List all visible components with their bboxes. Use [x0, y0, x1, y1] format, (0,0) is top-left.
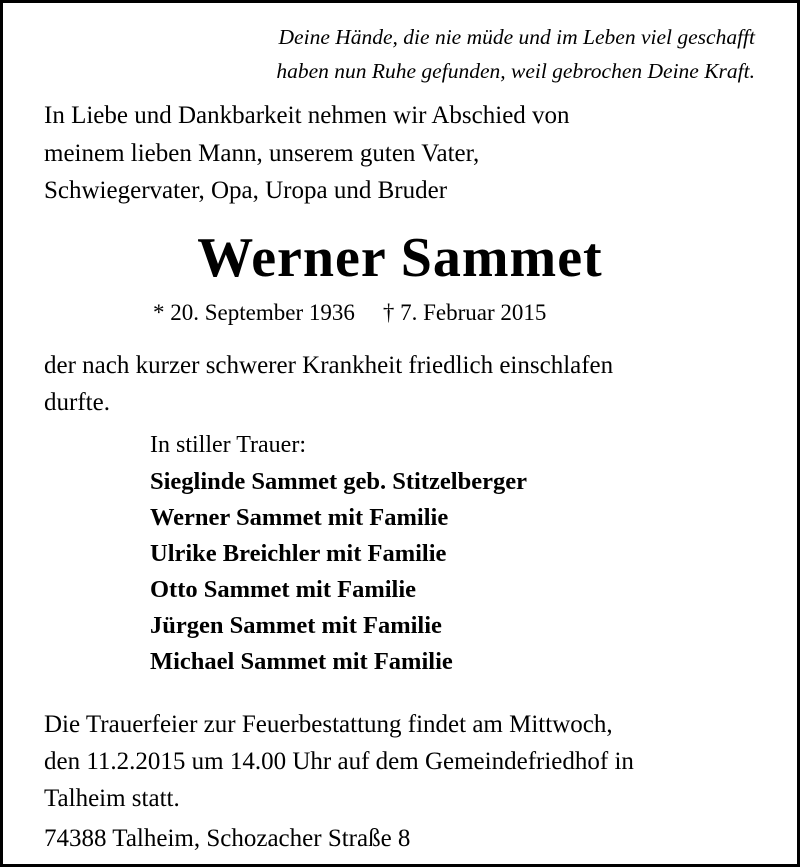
poem-line: haben nun Ruhe gefunden, weil gebrochen Deine Kraft.	[276, 59, 755, 83]
intro-line: In Liebe und Dankbarkeit nehmen wir Abschied von	[44, 102, 570, 129]
life-dates	[153, 296, 753, 330]
passing-statement	[44, 348, 774, 421]
ceremony-line: Die Trauerfeier zur Feuerbestattung findet am Mittwoch,	[44, 711, 613, 738]
deceased-name: Werner Sammet	[197, 227, 603, 289]
mourner-name: Werner Sammet mit Familie	[150, 504, 449, 531]
poem-line: Deine Hände, die nie müde und im Leben viel geschafft	[278, 25, 755, 49]
mourner-name: Sieglinde Sammet geb. Stitzelberger	[150, 468, 527, 495]
intro-line: Schwiegervater, Opa, Uropa und Bruder	[44, 177, 448, 204]
passing-line: durfte.	[44, 388, 110, 416]
ceremony-line: den 11.2.2015 um 14.00 Uhr auf dem Gemeindefriedhof in	[44, 748, 634, 775]
farewell-intro	[44, 97, 764, 210]
intro-line: meinem lieben Mann, unserem guten Vater,	[44, 139, 480, 167]
mourners-label: In stiller Trauer:	[150, 432, 306, 458]
family-address: 74388 Talheim, Schozacher Straße 8	[44, 825, 411, 852]
birth-date: * 20. September 1936	[153, 300, 355, 325]
mourner-name: Jürgen Sammet mit Familie	[150, 612, 442, 639]
mourners-list	[150, 426, 770, 680]
ceremony-line: Talheim statt.	[44, 785, 180, 812]
death-date: † 7. Februar 2015	[382, 300, 547, 325]
memorial-poem	[180, 20, 755, 88]
mourner-name: Otto Sammet mit Familie	[150, 576, 417, 603]
mourner-name: Michael Sammet mit Familie	[150, 648, 453, 675]
funeral-announcement	[44, 706, 784, 817]
passing-line: der nach kurzer schwerer Krankheit friedlich einschlafen	[44, 352, 614, 379]
mourner-name: Ulrike Breichler mit Familie	[150, 540, 447, 567]
